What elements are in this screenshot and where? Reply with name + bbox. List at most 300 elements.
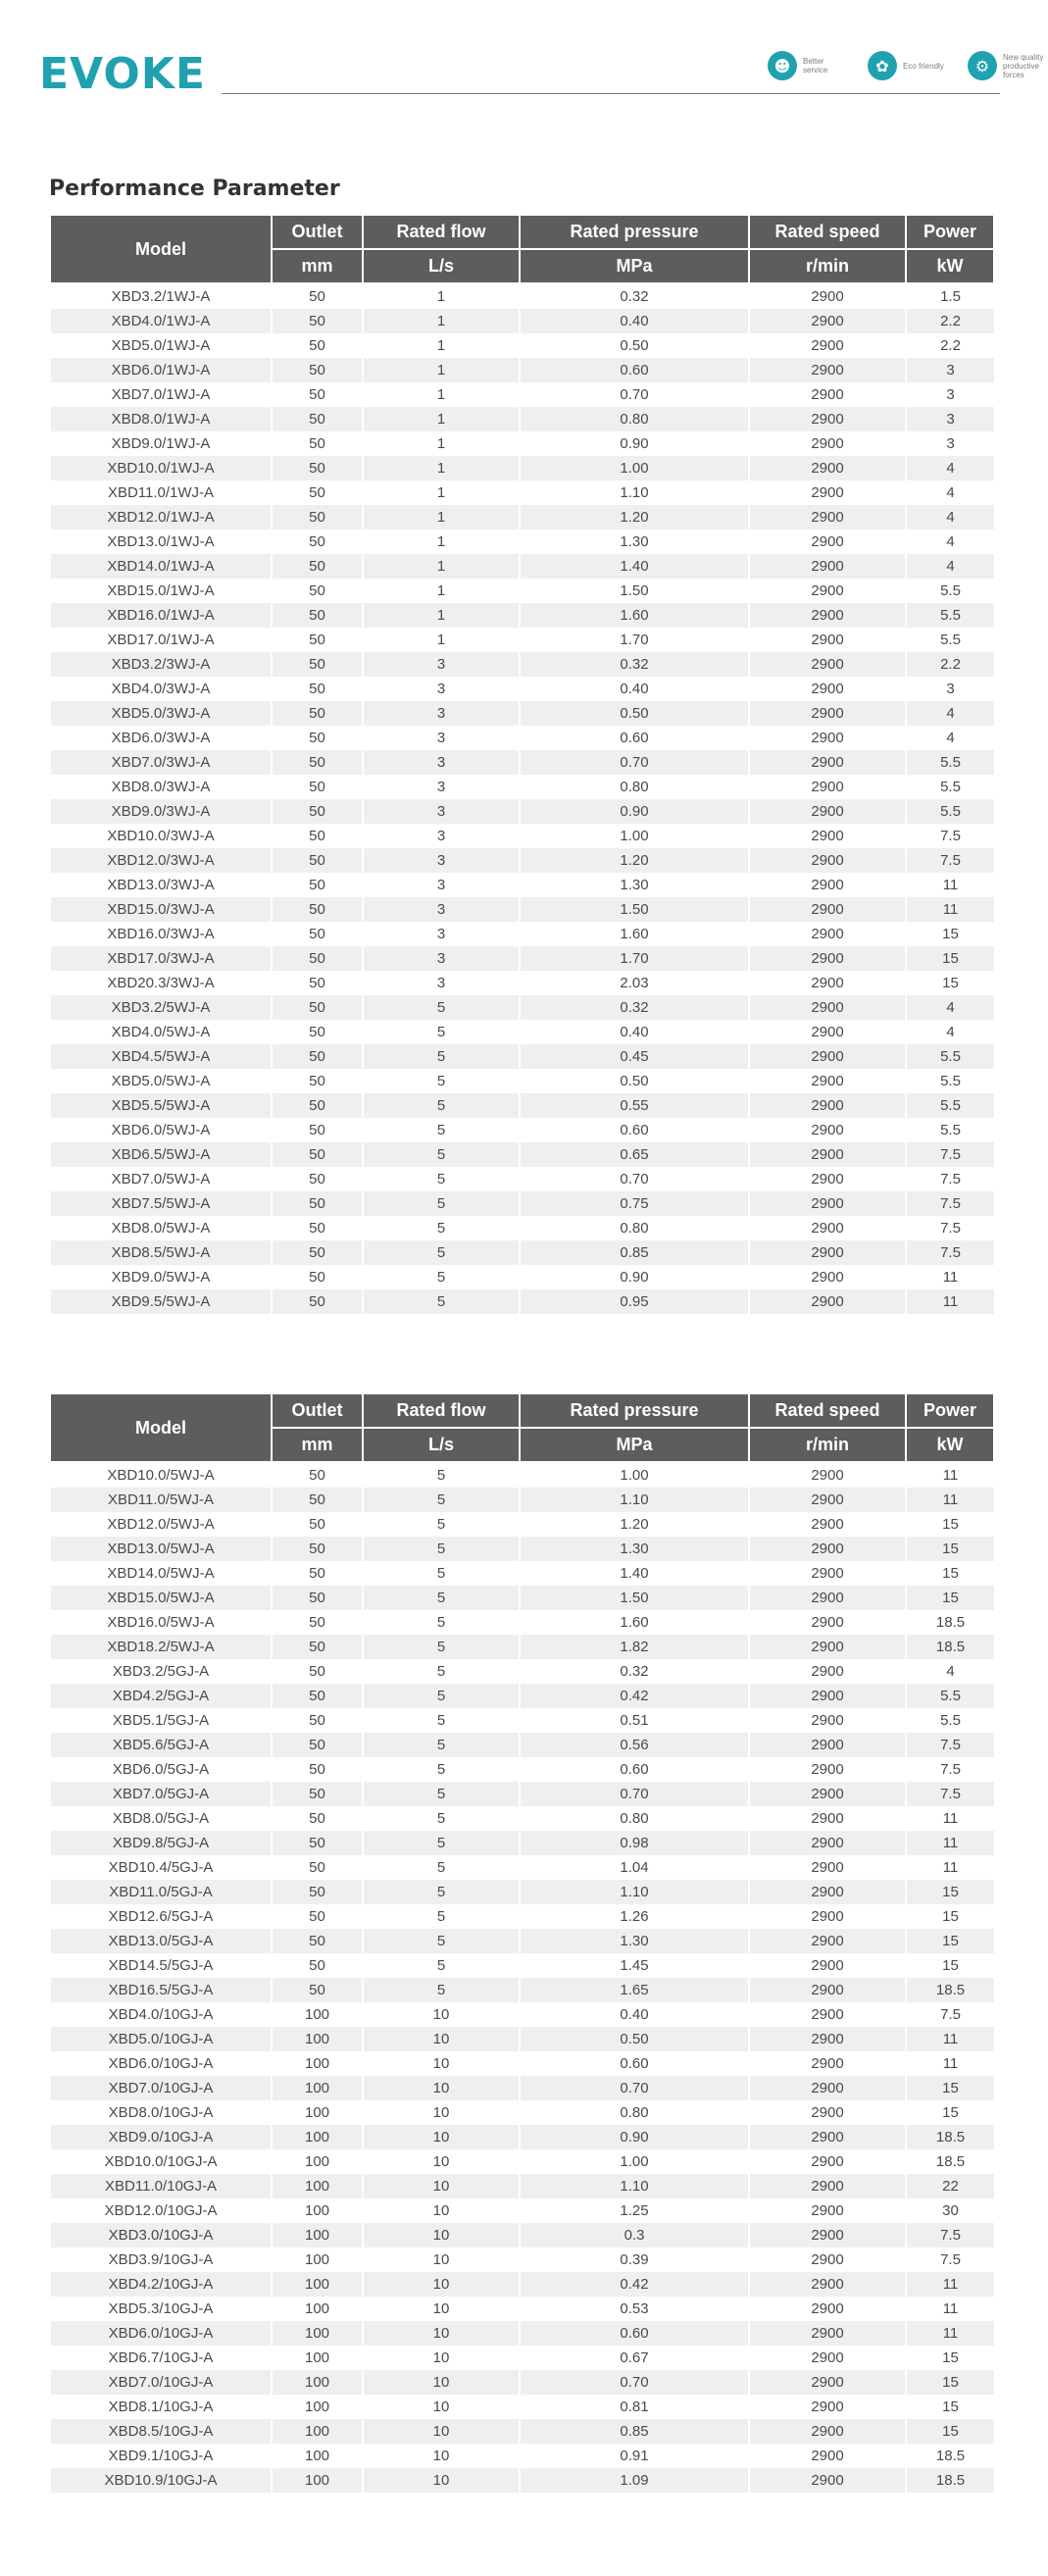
table-row <box>50 1610 994 1635</box>
badge-eco-friendly <box>868 51 948 80</box>
cell-outlet: 50 <box>272 1610 363 1635</box>
cell-outlet: 50 <box>272 480 363 505</box>
table-row <box>50 1216 994 1240</box>
cell-outlet: 50 <box>272 505 363 530</box>
table-row <box>50 2027 994 2051</box>
table-row <box>50 1978 994 2002</box>
cell-outlet: 50 <box>272 1216 363 1240</box>
cell-outlet: 50 <box>272 358 363 382</box>
cell-outlet: 100 <box>272 2272 363 2297</box>
cell-model: XBD4.0/5WJ-A <box>50 1020 272 1044</box>
column-header-outlet: Outlet <box>272 215 363 249</box>
table-row <box>50 530 994 554</box>
cell-pressure: 1.45 <box>520 1953 749 1978</box>
cell-model: XBD9.0/10GJ-A <box>50 2125 272 2149</box>
feature-badges <box>768 51 1048 80</box>
cell-flow: 5 <box>363 1044 520 1069</box>
cell-power: 7.5 <box>906 1216 994 1240</box>
cell-pressure: 1.26 <box>520 1904 749 1929</box>
unit-header-speed: r/min <box>749 249 906 283</box>
cell-outlet: 100 <box>272 2100 363 2125</box>
cell-model: XBD8.1/10GJ-A <box>50 2395 272 2419</box>
cell-power: 15 <box>906 922 994 946</box>
cell-model: XBD3.2/3WJ-A <box>50 652 272 677</box>
cell-power: 5.5 <box>906 750 994 775</box>
cell-power: 15 <box>906 2346 994 2370</box>
cell-pressure: 0.80 <box>520 407 749 431</box>
cell-flow: 5 <box>363 1806 520 1831</box>
cell-flow: 5 <box>363 1782 520 1806</box>
unit-header-power: kW <box>906 249 994 283</box>
cell-speed: 2900 <box>749 848 906 873</box>
cell-outlet: 50 <box>272 333 363 358</box>
table-row <box>50 1142 994 1167</box>
cell-model: XBD17.0/1WJ-A <box>50 628 272 652</box>
cell-model: XBD5.3/10GJ-A <box>50 2297 272 2321</box>
table-row <box>50 1093 994 1118</box>
cell-pressure: 0.60 <box>520 2051 749 2076</box>
cell-pressure: 0.60 <box>520 1757 749 1782</box>
cell-model: XBD4.0/1WJ-A <box>50 309 272 333</box>
table-row <box>50 628 994 652</box>
cell-pressure: 1.00 <box>520 2149 749 2174</box>
cell-outlet: 100 <box>272 2370 363 2395</box>
cell-pressure: 0.40 <box>520 309 749 333</box>
cell-outlet: 50 <box>272 309 363 333</box>
cell-model: XBD11.0/10GJ-A <box>50 2174 272 2198</box>
cell-pressure: 1.50 <box>520 579 749 603</box>
table-row <box>50 2223 994 2248</box>
cell-flow: 10 <box>363 2002 520 2027</box>
cell-power: 18.5 <box>906 1610 994 1635</box>
cell-power: 5.5 <box>906 1708 994 1733</box>
table-row <box>50 2297 994 2321</box>
cell-model: XBD13.0/1WJ-A <box>50 530 272 554</box>
cell-model: XBD7.0/10GJ-A <box>50 2370 272 2395</box>
cell-power: 11 <box>906 1289 994 1314</box>
cell-model: XBD6.0/5WJ-A <box>50 1118 272 1142</box>
cell-outlet: 50 <box>272 1069 363 1093</box>
cell-outlet: 50 <box>272 554 363 579</box>
cell-outlet: 50 <box>272 1659 363 1684</box>
cell-flow: 3 <box>363 775 520 799</box>
table-row <box>50 922 994 946</box>
cell-speed: 2900 <box>749 995 906 1020</box>
cell-outlet: 50 <box>272 1880 363 1904</box>
cell-model: XBD6.0/5GJ-A <box>50 1757 272 1782</box>
cell-model: XBD4.2/10GJ-A <box>50 2272 272 2297</box>
cell-pressure: 0.40 <box>520 1020 749 1044</box>
cell-outlet: 50 <box>272 1265 363 1289</box>
cell-model: XBD12.0/5WJ-A <box>50 1512 272 1537</box>
cell-pressure: 0.60 <box>520 726 749 750</box>
cell-outlet: 50 <box>272 799 363 824</box>
cell-pressure: 0.80 <box>520 1216 749 1240</box>
cell-flow: 5 <box>363 1069 520 1093</box>
table-row <box>50 1831 994 1855</box>
cell-power: 11 <box>906 873 994 897</box>
cell-pressure: 1.60 <box>520 1610 749 1635</box>
cell-model: XBD3.2/5GJ-A <box>50 1659 272 1684</box>
table-row <box>50 652 994 677</box>
cell-outlet: 50 <box>272 1289 363 1314</box>
column-header-flow: Rated flow <box>363 215 520 249</box>
cell-flow: 5 <box>363 1635 520 1659</box>
cell-pressure: 0.60 <box>520 2321 749 2346</box>
cell-power: 3 <box>906 407 994 431</box>
cell-speed: 2900 <box>749 1216 906 1240</box>
table-row <box>50 1167 994 1191</box>
cell-outlet: 50 <box>272 283 363 309</box>
column-header-pressure: Rated pressure <box>520 215 749 249</box>
cell-flow: 1 <box>363 456 520 480</box>
cell-pressure: 0.45 <box>520 1044 749 1069</box>
gear-icon: ⚙ <box>968 51 997 80</box>
cell-speed: 2900 <box>749 1191 906 1216</box>
cell-flow: 10 <box>363 2419 520 2444</box>
cell-pressure: 1.50 <box>520 897 749 922</box>
cell-outlet: 50 <box>272 628 363 652</box>
cell-pressure: 0.39 <box>520 2248 749 2272</box>
cell-flow: 10 <box>363 2272 520 2297</box>
cell-model: XBD5.0/5WJ-A <box>50 1069 272 1093</box>
cell-outlet: 50 <box>272 1142 363 1167</box>
cell-power: 3 <box>906 677 994 701</box>
table-row <box>50 824 994 848</box>
cell-speed: 2900 <box>749 775 906 799</box>
cell-speed: 2900 <box>749 1904 906 1929</box>
cell-model: XBD7.0/5WJ-A <box>50 1167 272 1191</box>
table-row <box>50 2248 994 2272</box>
cell-outlet: 50 <box>272 1782 363 1806</box>
cell-speed: 2900 <box>749 1782 906 1806</box>
cell-pressure: 0.70 <box>520 750 749 775</box>
table-row <box>50 603 994 628</box>
cell-pressure: 1.10 <box>520 2174 749 2198</box>
cell-power: 3 <box>906 358 994 382</box>
table-row <box>50 1044 994 1069</box>
badge-label: New quality productive forces <box>1003 52 1044 79</box>
cell-model: XBD7.0/10GJ-A <box>50 2076 272 2100</box>
cell-flow: 5 <box>363 1512 520 1537</box>
cell-speed: 2900 <box>749 628 906 652</box>
cell-flow: 3 <box>363 848 520 873</box>
cell-outlet: 50 <box>272 1537 363 1561</box>
cell-speed: 2900 <box>749 1855 906 1880</box>
cell-model: XBD9.0/3WJ-A <box>50 799 272 824</box>
table-row <box>50 1512 994 1537</box>
cell-outlet: 100 <box>272 2198 363 2223</box>
cell-power: 22 <box>906 2174 994 2198</box>
cell-outlet: 100 <box>272 2076 363 2100</box>
cell-pressure: 1.10 <box>520 480 749 505</box>
cell-power: 15 <box>906 1561 994 1586</box>
cell-flow: 1 <box>363 382 520 407</box>
cell-pressure: 1.10 <box>520 1488 749 1512</box>
cell-flow: 3 <box>363 897 520 922</box>
cell-model: XBD12.6/5GJ-A <box>50 1904 272 1929</box>
cell-pressure: 1.00 <box>520 456 749 480</box>
table-row <box>50 677 994 701</box>
cell-flow: 5 <box>363 1167 520 1191</box>
cell-pressure: 1.40 <box>520 1561 749 1586</box>
cell-outlet: 50 <box>272 1904 363 1929</box>
cell-model: XBD12.0/10GJ-A <box>50 2198 272 2223</box>
cell-outlet: 50 <box>272 1855 363 1880</box>
cell-speed: 2900 <box>749 505 906 530</box>
cell-outlet: 100 <box>272 2395 363 2419</box>
cell-speed: 2900 <box>749 456 906 480</box>
table-row <box>50 1240 994 1265</box>
cell-speed: 2900 <box>749 2468 906 2493</box>
table-row <box>50 2444 994 2468</box>
table-row <box>50 848 994 873</box>
cell-pressure: 1.30 <box>520 1537 749 1561</box>
cell-flow: 5 <box>363 1610 520 1635</box>
cell-power: 5.5 <box>906 1093 994 1118</box>
cell-flow: 10 <box>363 2174 520 2198</box>
cell-pressure: 0.90 <box>520 799 749 824</box>
cell-power: 11 <box>906 2297 994 2321</box>
cell-flow: 5 <box>363 1118 520 1142</box>
cell-power: 11 <box>906 1806 994 1831</box>
cell-outlet: 50 <box>272 1757 363 1782</box>
cell-speed: 2900 <box>749 283 906 309</box>
cell-flow: 5 <box>363 1953 520 1978</box>
table-row <box>50 456 994 480</box>
cell-model: XBD12.0/1WJ-A <box>50 505 272 530</box>
cell-flow: 3 <box>363 652 520 677</box>
cell-pressure: 0.32 <box>520 652 749 677</box>
cell-pressure: 0.32 <box>520 1659 749 1684</box>
cell-speed: 2900 <box>749 2370 906 2395</box>
cell-outlet: 50 <box>272 677 363 701</box>
cell-pressure: 2.03 <box>520 971 749 995</box>
cell-speed: 2900 <box>749 1684 906 1708</box>
cell-outlet: 100 <box>272 2051 363 2076</box>
table-row <box>50 1757 994 1782</box>
cell-flow: 3 <box>363 873 520 897</box>
cell-pressure: 0.50 <box>520 333 749 358</box>
cell-model: XBD5.5/5WJ-A <box>50 1093 272 1118</box>
cell-pressure: 0.80 <box>520 1806 749 1831</box>
cell-outlet: 100 <box>272 2321 363 2346</box>
cell-model: XBD15.0/3WJ-A <box>50 897 272 922</box>
cell-speed: 2900 <box>749 309 906 333</box>
cell-pressure: 0.90 <box>520 2125 749 2149</box>
cell-model: XBD16.0/1WJ-A <box>50 603 272 628</box>
cell-power: 15 <box>906 1904 994 1929</box>
cell-flow: 5 <box>363 1561 520 1586</box>
cell-power: 15 <box>906 1880 994 1904</box>
cell-model: XBD6.7/10GJ-A <box>50 2346 272 2370</box>
cell-power: 4 <box>906 554 994 579</box>
cell-speed: 2900 <box>749 2174 906 2198</box>
cell-model: XBD8.0/1WJ-A <box>50 407 272 431</box>
table-row <box>50 2125 994 2149</box>
leaf-icon: ✿ <box>868 51 897 80</box>
cell-speed: 2900 <box>749 554 906 579</box>
cell-power: 15 <box>906 971 994 995</box>
table-row <box>50 1118 994 1142</box>
table-row <box>50 1733 994 1757</box>
table-row <box>50 1659 994 1684</box>
performance-table-1 <box>49 214 995 1314</box>
cell-flow: 5 <box>363 1659 520 1684</box>
cell-speed: 2900 <box>749 2297 906 2321</box>
cell-model: XBD5.1/5GJ-A <box>50 1708 272 1733</box>
cell-power: 5.5 <box>906 1044 994 1069</box>
table-row <box>50 946 994 971</box>
cell-pressure: 0.42 <box>520 2272 749 2297</box>
cell-model: XBD10.0/5WJ-A <box>50 1462 272 1488</box>
cell-pressure: 0.32 <box>520 995 749 1020</box>
cell-model: XBD3.2/5WJ-A <box>50 995 272 1020</box>
cell-pressure: 1.00 <box>520 1462 749 1488</box>
cell-outlet: 50 <box>272 873 363 897</box>
cell-speed: 2900 <box>749 1142 906 1167</box>
cell-model: XBD13.0/5GJ-A <box>50 1929 272 1953</box>
cell-pressure: 0.70 <box>520 2076 749 2100</box>
cell-pressure: 1.82 <box>520 1635 749 1659</box>
cell-pressure: 0.80 <box>520 775 749 799</box>
cell-model: XBD9.0/1WJ-A <box>50 431 272 456</box>
table-row <box>50 2272 994 2297</box>
cell-power: 11 <box>906 2272 994 2297</box>
cell-power: 15 <box>906 2419 994 2444</box>
cell-flow: 5 <box>363 1191 520 1216</box>
table-row <box>50 382 994 407</box>
cell-speed: 2900 <box>749 1118 906 1142</box>
cell-flow: 5 <box>363 1488 520 1512</box>
cell-power: 5.5 <box>906 1069 994 1093</box>
cell-speed: 2900 <box>749 873 906 897</box>
column-header-pressure: Rated pressure <box>520 1393 749 1428</box>
cell-flow: 3 <box>363 799 520 824</box>
cell-flow: 5 <box>363 1462 520 1488</box>
cell-outlet: 100 <box>272 2444 363 2468</box>
cell-speed: 2900 <box>749 2223 906 2248</box>
cell-model: XBD9.5/5WJ-A <box>50 1289 272 1314</box>
cell-outlet: 50 <box>272 579 363 603</box>
table-row <box>50 480 994 505</box>
cell-speed: 2900 <box>749 1265 906 1289</box>
person-icon: ☻ <box>768 51 797 80</box>
cell-flow: 3 <box>363 750 520 775</box>
badge-better-service <box>768 51 848 80</box>
cell-speed: 2900 <box>749 971 906 995</box>
page-header <box>0 0 1044 108</box>
cell-model: XBD14.5/5GJ-A <box>50 1953 272 1978</box>
cell-power: 18.5 <box>906 2125 994 2149</box>
cell-outlet: 50 <box>272 603 363 628</box>
cell-power: 18.5 <box>906 2468 994 2493</box>
cell-outlet: 100 <box>272 2346 363 2370</box>
cell-speed: 2900 <box>749 358 906 382</box>
table-row <box>50 2468 994 2493</box>
table-row <box>50 2100 994 2125</box>
cell-model: XBD4.2/5GJ-A <box>50 1684 272 1708</box>
cell-speed: 2900 <box>749 407 906 431</box>
cell-speed: 2900 <box>749 431 906 456</box>
cell-flow: 1 <box>363 628 520 652</box>
cell-speed: 2900 <box>749 2002 906 2027</box>
table-row <box>50 2002 994 2027</box>
cell-model: XBD5.0/10GJ-A <box>50 2027 272 2051</box>
cell-model: XBD9.8/5GJ-A <box>50 1831 272 1855</box>
cell-power: 15 <box>906 946 994 971</box>
table-row <box>50 1782 994 1806</box>
cell-model: XBD6.0/1WJ-A <box>50 358 272 382</box>
cell-speed: 2900 <box>749 2272 906 2297</box>
cell-speed: 2900 <box>749 1610 906 1635</box>
cell-speed: 2900 <box>749 2027 906 2051</box>
table-row <box>50 1855 994 1880</box>
cell-outlet: 50 <box>272 1044 363 1069</box>
cell-model: XBD5.6/5GJ-A <box>50 1733 272 1757</box>
cell-model: XBD20.3/3WJ-A <box>50 971 272 995</box>
cell-power: 11 <box>906 1831 994 1855</box>
cell-flow: 10 <box>363 2370 520 2395</box>
table-row <box>50 309 994 333</box>
cell-model: XBD6.5/5WJ-A <box>50 1142 272 1167</box>
table-row <box>50 971 994 995</box>
cell-speed: 2900 <box>749 2321 906 2346</box>
cell-pressure: 1.10 <box>520 1880 749 1904</box>
table-row <box>50 283 994 309</box>
cell-speed: 2900 <box>749 1733 906 1757</box>
table-row <box>50 1684 994 1708</box>
cell-pressure: 1.70 <box>520 628 749 652</box>
cell-power: 18.5 <box>906 2149 994 2174</box>
cell-flow: 5 <box>363 1880 520 1904</box>
cell-flow: 5 <box>363 1708 520 1733</box>
cell-pressure: 0.55 <box>520 1093 749 1118</box>
cell-pressure: 0.75 <box>520 1191 749 1216</box>
cell-speed: 2900 <box>749 1167 906 1191</box>
unit-header-outlet: mm <box>272 249 363 283</box>
cell-speed: 2900 <box>749 2444 906 2468</box>
cell-speed: 2900 <box>749 1537 906 1561</box>
cell-power: 30 <box>906 2198 994 2223</box>
cell-speed: 2900 <box>749 652 906 677</box>
cell-power: 15 <box>906 1512 994 1537</box>
cell-flow: 3 <box>363 971 520 995</box>
cell-model: XBD10.0/1WJ-A <box>50 456 272 480</box>
cell-power: 7.5 <box>906 1757 994 1782</box>
cell-model: XBD8.5/5WJ-A <box>50 1240 272 1265</box>
cell-outlet: 50 <box>272 1635 363 1659</box>
table-row <box>50 1020 994 1044</box>
cell-flow: 10 <box>363 2149 520 2174</box>
cell-power: 11 <box>906 2051 994 2076</box>
cell-model: XBD4.0/3WJ-A <box>50 677 272 701</box>
cell-pressure: 0.56 <box>520 1733 749 1757</box>
cell-pressure: 1.65 <box>520 1978 749 2002</box>
column-header-flow: Rated flow <box>363 1393 520 1428</box>
cell-outlet: 50 <box>272 848 363 873</box>
cell-flow: 5 <box>363 1289 520 1314</box>
cell-outlet: 50 <box>272 1684 363 1708</box>
cell-outlet: 50 <box>272 1240 363 1265</box>
table-row <box>50 1929 994 1953</box>
cell-model: XBD10.0/3WJ-A <box>50 824 272 848</box>
cell-flow: 3 <box>363 726 520 750</box>
cell-speed: 2900 <box>749 1929 906 1953</box>
cell-outlet: 50 <box>272 1512 363 1537</box>
cell-speed: 2900 <box>749 1020 906 1044</box>
cell-power: 3 <box>906 431 994 456</box>
